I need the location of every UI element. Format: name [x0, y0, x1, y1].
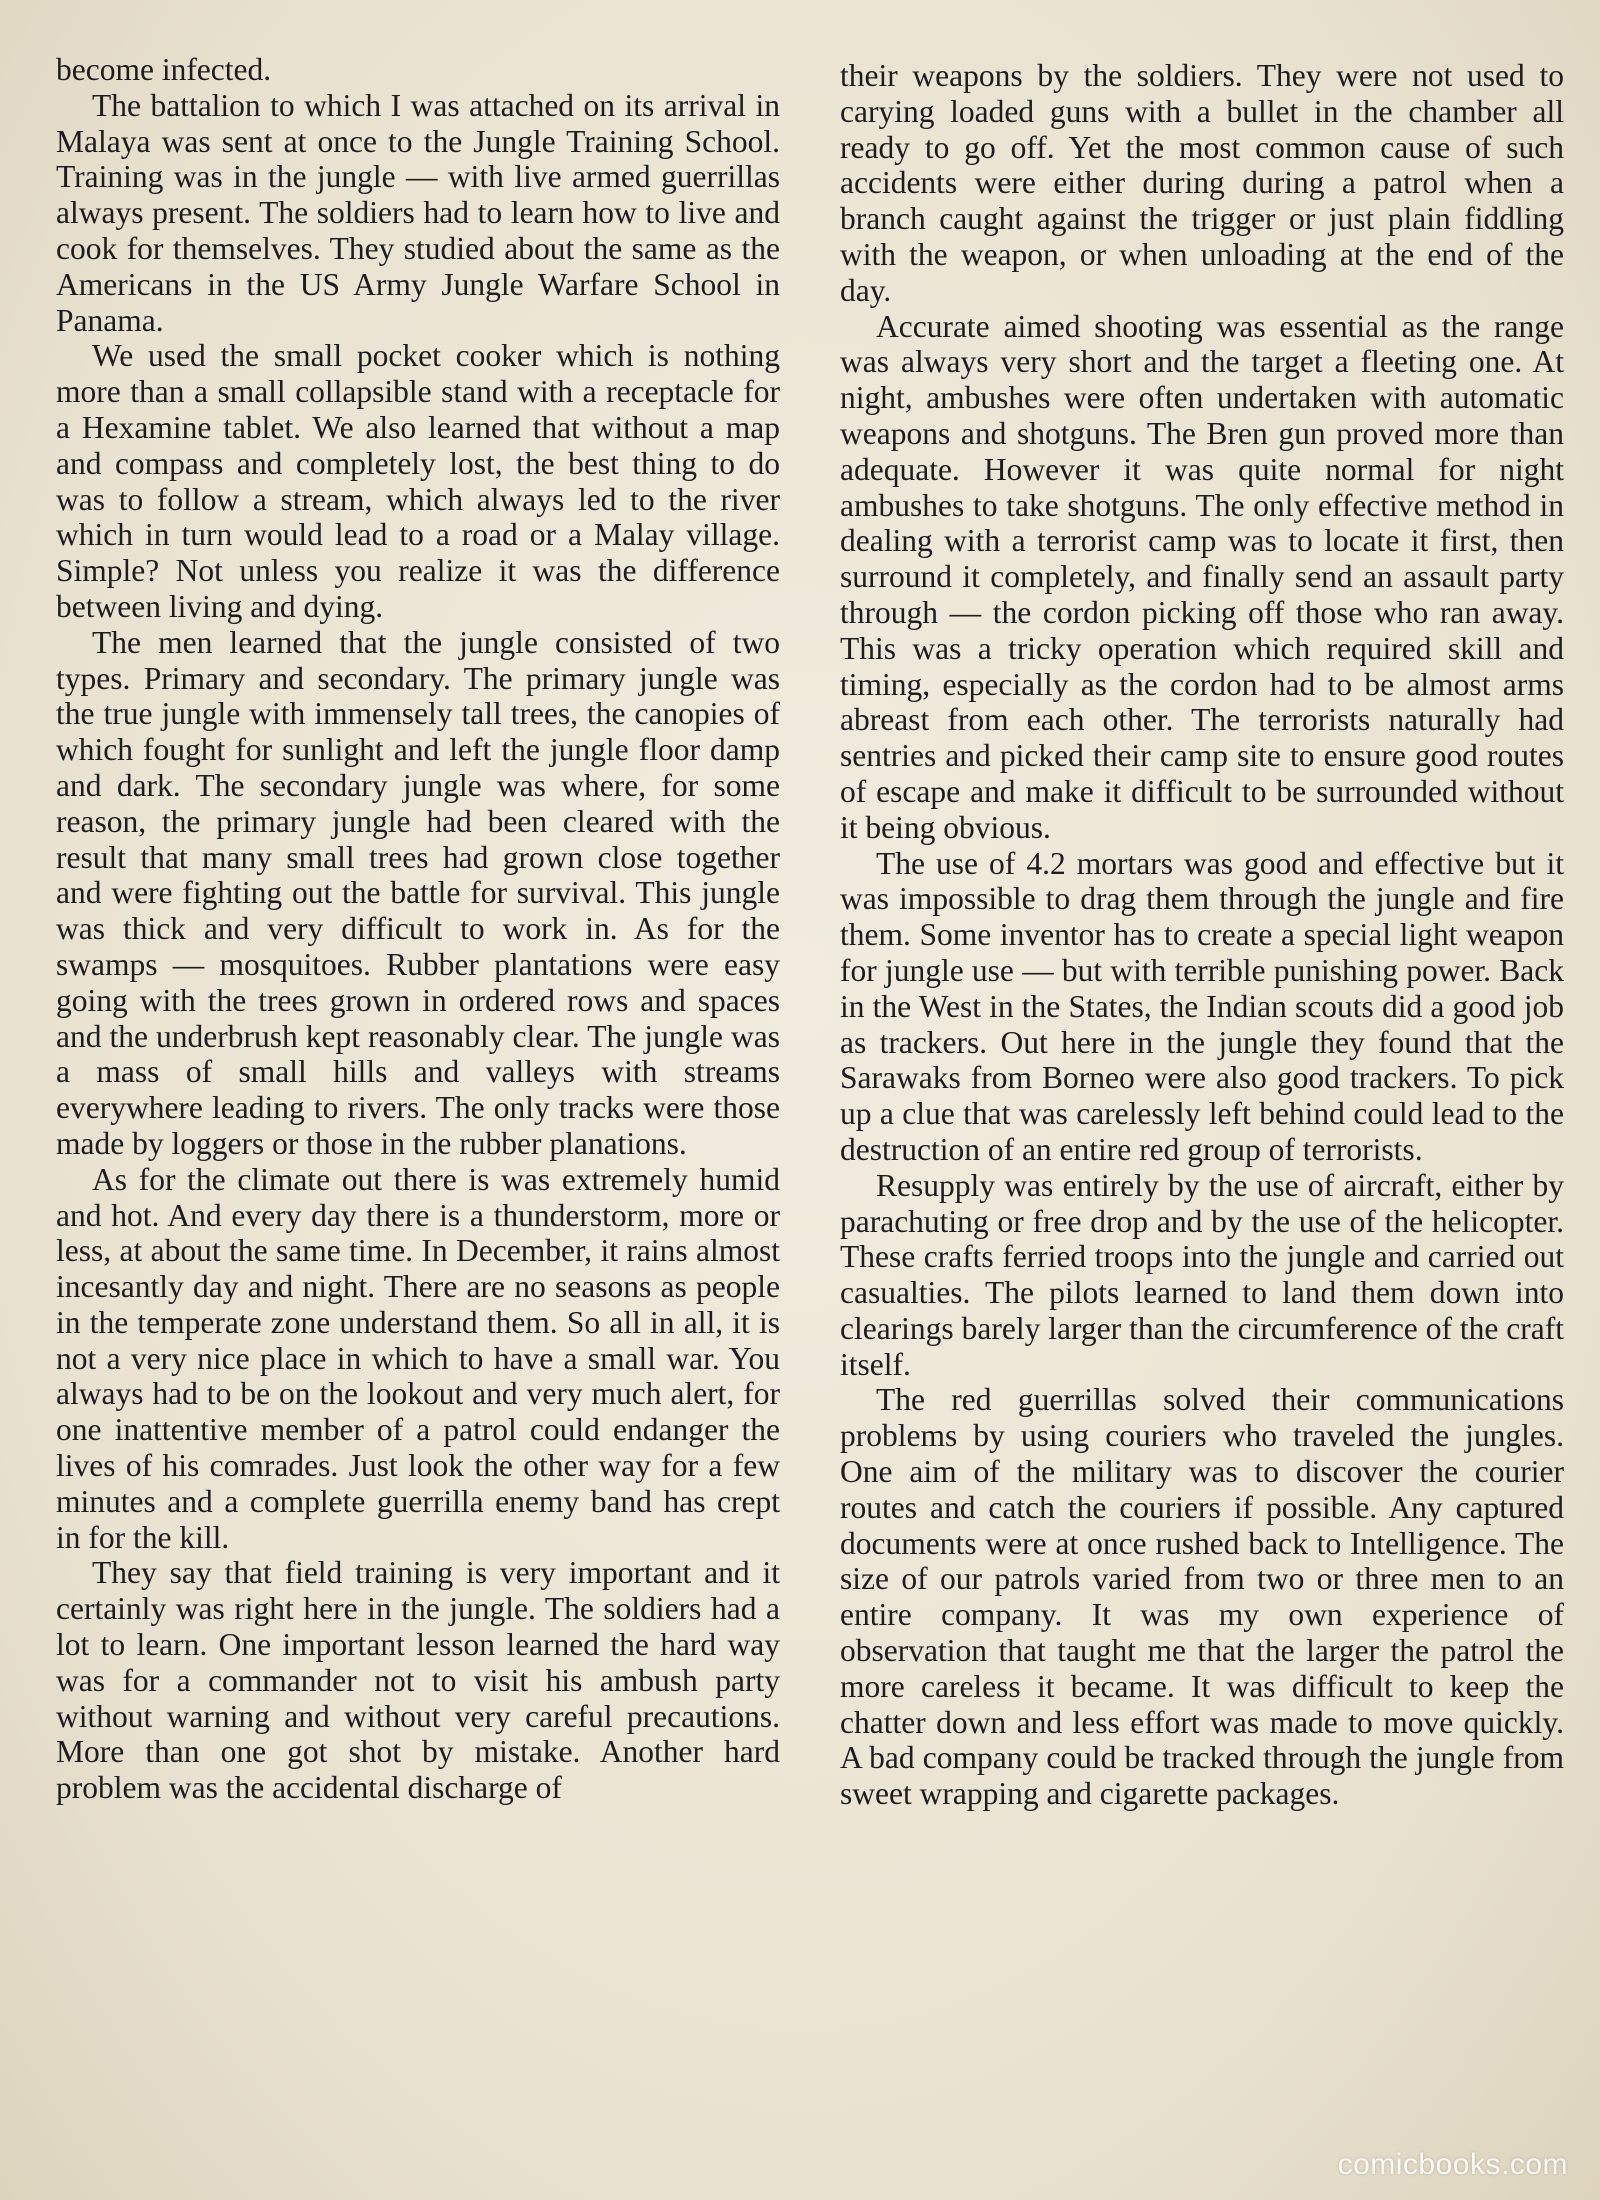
paragraph: The men learned that the jungle consisted of two types. Primary and secondary. The primary jungle was the true jungle with immensely tall trees, the canopies of which fought for sunlight and left the jungle floor damp and dark. The secondary jungle was where, for some reason, the primary jungle had been cleared with the result that many small trees had grown close together and were fighting out the battle for survival. This jungle was thick and very difficult to work in. As for the swamps — mosquitoes. Rubber plantations were easy going with the trees grown in ordered rows and spaces and the underbrush kept reasonably clear. The jungle was a mass of small hills and valleys with streams everywhere leading to rivers. The only tracks were those made by loggers or those in the rubber planations.: [56, 624, 780, 1161]
paragraph: Accurate aimed shooting was essential as the range was always very short and the target a fleeting one. At night, ambushes were often undertaken with automatic weapons and shotguns. The Bren gun proved more than adequate. However it was quite normal for night ambushes to take shotguns. The only effective method in dealing with a terrorist camp was to locate it first, then surround it completely, and finally send an assault party through — the cordon picking off those who ran away. This was a tricky operation which required skill and timing, especially as the cordon had to be almost arms abreast from each other. The terrorists naturally had sentries and picked their camp site to ensure good routes of escape and make it difficult to be surrounded without it being obvious.: [840, 308, 1564, 845]
paragraph: The red guerrillas solved their communications problems by using couriers who traveled the jungles. One aim of the military was to discover the courier routes and catch the couriers if possible. Any captured documents were at once rushed back to Intelligence. The size of our patrols varied from two or three men to an entire company. It was my own experience of observation that taught me that the larger the patrol the more careless it became. It was difficult to keep the chatter down and less effort was made to move quickly. A bad company could be tracked through the jungle from sweet wrapping and cigarette packages.: [840, 1382, 1564, 1812]
paragraph: Resupply was entirely by the use of aircraft, either by parachuting or free drop and by the use of the helicopter. These crafts ferried troops into the jungle and carried out casualties. The pilots learned to land them down into clearings barely larger than the circumference of the craft itself.: [840, 1167, 1564, 1382]
paragraph: As for the climate out there is was extremely humid and hot. And every day there is a thunderstorm, more or less, at about the same time. In December, it rains almost incesantly day and night. There are no seasons as people in the temperate zone understand them. So all in all, it is not a very nice place in which to have a small war. You always had to be on the lookout and very much alert, for one inattentive member of a patrol could endanger the lives of his comrades. Just look the other way for a few minutes and a complete guerrilla enemy band has crept in for the kill.: [56, 1161, 780, 1555]
paragraph: become infected.: [56, 52, 272, 87]
paragraph: We used the small pocket cooker which is nothing more than a small collapsible stand with a receptacle for a Hexamine tablet. We also learned that without a map and compass and completely lost, the best thing to do was to follow a stream, which always led to the river which in turn would lead to a road or a Malay village. Simple? Not unless you realize it was the difference between living and dying.: [56, 338, 780, 624]
paragraph: their weapons by the soldiers. They were not used to carying loaded guns with a bullet in the chamber all ready to go off. Yet the most common cause of such accidents were either during during a patrol when a branch caught against the trigger or just plain fiddling with the weapon, or when unloading at the end of the day.: [840, 58, 1564, 308]
paragraph: They say that field training is very important and it certainly was right here in the jungle. The soldiers had a lot to learn. One important lesson learned the hard way was for a commander not to visit his ambush party without warning and without very careful precautions. More than one got shot by mistake. Another hard problem was the accidental discharge of: [56, 1555, 780, 1806]
site-watermark: comicbooks.com: [1337, 2148, 1568, 2181]
left-text-column: [56, 52, 780, 1806]
paragraph: The use of 4.2 mortars was good and effective but it was impossible to drag them through the jungle and fire them. Some inventor has to create a special light weapon for jungle use — but with terrible punishing power. Back in the West in the States, the Indian scouts did a good job as trackers. Out here in the jungle they found that the Sarawaks from Borneo were also good trackers. To pick up a clue that was carelessly left behind could lead to the destruction of an entire red group of terrorists.: [840, 845, 1564, 1167]
right-text-column: [840, 58, 1564, 1812]
paragraph: The battalion to which I was attached on its arrival in Malaya was sent at once to the Jungle Training School. Training was in the jungle — with live armed guerrillas always present. The soldiers had to learn how to live and cook for themselves. They studied about the same as the Americans in the US Army Jungle Warfare School in Panama.: [56, 87, 780, 338]
